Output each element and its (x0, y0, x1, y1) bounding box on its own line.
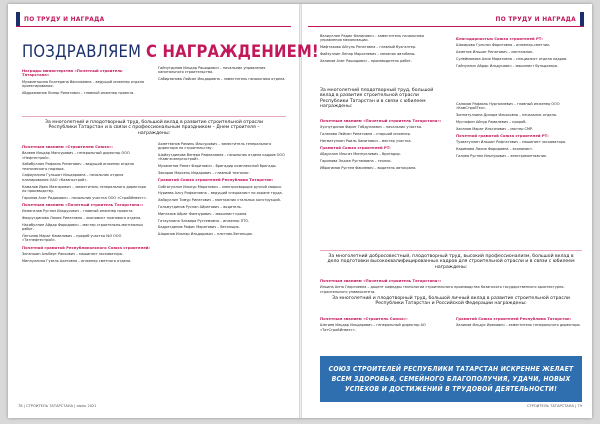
left-col-a (22, 142, 150, 265)
award-item: Шайхутдинова Венера Рафаэловна – начальник отдела кадров ООО «Камгэсэнергострой». (158, 153, 285, 162)
award-item: Ибрагимов Рустем Фаилевич – водитель автокрана. (320, 166, 417, 171)
award-item: Галиев Рустем Ильнурович – электромонтажник. (456, 153, 548, 158)
magazine-spread (8, 4, 592, 418)
intro-text: За многолетний и плодотворный труд, большой вклад в развитие строительной отрасли Республики Татарстан и в связи с профессиональным праздником – Днем строителя – награждены: (45, 120, 263, 136)
award-item: Ильина Анна Георгиевна – доцент кафедры технологии строительного производства Казанского государственного архитектурно-строительного университета. (320, 285, 565, 294)
section-title: Почетным званием «Строителем Союза»: (22, 144, 113, 149)
section-title: Почетным званием «Почетный строитель Татарстана»: (320, 118, 442, 123)
section-title: Грамотой Союза строителей Республики Татарстан: (158, 177, 274, 183)
award-item: Фахрутдинова Лилия Ринатовна – экономист планового отдела. (22, 216, 142, 221)
award-item: Гайнуллин Айдар Ильдусович – машинист бульдозера. (456, 63, 558, 68)
page-headline (22, 42, 319, 61)
section-title: Благодарностью Союза строителей РТ: (456, 36, 543, 41)
header-rule-left (16, 26, 291, 27)
award-item: Бадретдинов Рафис Маратович – бетонщик. (158, 225, 240, 230)
award-item: Хасанов Марат Ильгизович – мастер СМР. (456, 126, 534, 131)
right-federal-list-b (456, 314, 582, 330)
award-item: Закиров Марсель Илдарович – главный технолог. (158, 170, 251, 175)
left-col-b-top (158, 66, 286, 84)
left-col-b (158, 142, 286, 239)
award-item: Мухаметов Ринат Фаритович – бригадир комплексной бригады. (158, 164, 277, 169)
header-rule-right (308, 26, 584, 27)
divider (320, 250, 582, 251)
headline-part1: ПОЗДРАВЛЯЕМ (22, 42, 147, 61)
award-item: Зиганшин Альберт Раисович – машинист экскаватора. (22, 251, 124, 256)
rubric-right: ПО ТРУДУ И НАГРАДА (496, 12, 584, 26)
award-item: Гайнутдинов Ильдар Рашидович – начальник управления капитального строительства. (158, 66, 266, 75)
award-item: Ахметов Ильшат Ринатович – монтажник. (456, 50, 534, 55)
award-item: Валиуллин Радик Фанисович – заместитель начальника управления механизации. (320, 34, 425, 43)
award-item: Тухватуллин Ильшат Рифгатович – машинист экскаватора. (456, 140, 567, 145)
award-item: Шагиев Ильдар Ильдарович – генеральный директор АО «ТатСтройИнвест». (320, 323, 426, 332)
award-item: Каримова Лилия Фаридовна – экономист. (456, 147, 534, 152)
right-col-c (320, 116, 444, 173)
award-item: Гилязова Лейсан Ринатовна – старший инженер. (320, 132, 411, 137)
award-item: Гарипов Азат Радикович – начальник участка ООО «СтройИнвест». (22, 195, 147, 200)
left-col-a-top (22, 66, 150, 97)
right-education-list (320, 276, 582, 296)
award-item: Ахметзянов Рамиль Ильсурович – заместитель генерального директора по строительству. (158, 142, 272, 151)
award-item: Нуриева Алсу Рифкатовна – ведущий специалист по охране труда. (158, 191, 283, 196)
section-title: Почетным званием «Почетный строитель Татарстана»: (320, 278, 442, 283)
section-title: Грамотой Союза строителей Республики Татарстан: (456, 316, 572, 321)
section-title: Грамотой Союза строителей РТ: (320, 145, 391, 151)
rubric-left: ПО ТРУДУ И НАГРАДА (16, 12, 104, 26)
section-title: Награды министерства «Почетный строитель Татарстана» (22, 68, 123, 78)
award-item: Камалов Ирек Мазгарович – заместитель генерального директора по производству. (22, 184, 146, 193)
award-item: Хабибуллин Рафаэль Ринатович – ведущий инженер отдела технического надзора. (22, 162, 134, 171)
award-item: Насибуллин Айдар Фаридович – мастер строительно-монтажных работ. (22, 222, 144, 232)
intro-text-federal: За многолетний и плодотворный труд, большой личный вклад в развитие строительной отрасли Республики Татарстан и Российской Федерации награждены: (332, 296, 570, 307)
folio-left: 78 | СТРОИТЕЛЬ ТАТАРСТАНА | июль 2021 (18, 404, 97, 408)
award-item: Абдуллин Ильгиз Миннуллович – бригадир. (320, 152, 401, 157)
award-item: Халиков Ильдус Ирекович – заместитель генерального директора. (456, 323, 581, 328)
award-item: Гарипова Эндже Рустамовна – техник. (320, 159, 392, 164)
congratulation-banner (320, 356, 582, 402)
section-title: Почетной грамотой Союза строителей РТ: (456, 132, 549, 138)
banner-text: СОЮЗ СТРОИТЕЛЕЙ РЕСПУБЛИКИ ТАТАРСТАН ИСКРЕННЕ ЖЕЛАЕТ ВСЕМ ЗДОРОВЬЯ, СЕМЕЙНОГО БЛАГОПОЛУЧИЯ, УДАЧИ, НОВЫХ УСПЕХОВ И ДОСТИЖЕНИЙ В ТРУДОВОЙ ДЕЯТЕЛЬНОСТИ! (328, 365, 574, 393)
divider (22, 116, 286, 117)
award-item: Шарипов Ильнар Ильдарович – плотник-бетонщик. (158, 232, 254, 237)
award-item: Латыпов Марат Камилович – прораб участка №3 ООО «Татнефтестрой». (22, 233, 122, 243)
section-title: Почетным званием «Строитель Союза»: (320, 316, 408, 321)
award-item: Салахов Рафаэль Нургалиевич – главный инженер ООО «КамСтройТех». (456, 102, 560, 111)
intro-text-education: За многолетний добросовестный, плодотворный труд, высокий профессионализм, большой вклад в дело подготовки высококвалифицированных кадров для строительной отрасли и в связи с юбилеем награждены: (327, 254, 575, 270)
page-gutter (299, 4, 302, 418)
section-title: Почетным званием «Почетный строитель Татарстана»: (22, 201, 144, 207)
award-item: Сулейманова Алия Маратовна – специалист отдела кадров. (456, 56, 568, 61)
award-item: Миннуллина Гузель Ахатовна – инженер сметного отдела. (22, 258, 132, 263)
right-federal-list-a (320, 314, 444, 334)
award-item: Сибгатуллин Ильнур Маратович – электросварщик ручной сварки. (158, 184, 282, 189)
right-col-d (456, 102, 582, 161)
award-item: Исмагилов Рустем Ильдусович – главный инженер проекта. (22, 209, 134, 214)
award-item: Нигматуллин Раиль Хамитович – мастер участка. (320, 138, 412, 143)
award-item: Хуснутдинов Фарит Габдуллович – начальник участка. (320, 125, 423, 130)
award-item: Мухаметшина Екатерина Васильевна – ведущий инженер отдела проектирования. (22, 79, 144, 88)
award-item: Хайруллин Тимур Ринатович – монтажник стальных конструкций. (158, 198, 281, 203)
award-item: Зиннатуллина Диляра Ильясовна – начальник отдела. (456, 113, 558, 118)
award-item: Сафиуллина Гульшат Ильдаровна – начальник отдела планирования ОАО «Казаньстрой». (22, 173, 124, 182)
headline-part2: С НАГРАЖДЕНИЕМ! (146, 42, 319, 61)
award-item: Файзуллин Ленар Марселевич – механик автобазы. (320, 51, 416, 56)
award-item: Мингазов Айрат Фаннурович – машинист крана. (158, 211, 248, 216)
award-item: Валеев Ильдар Мансурович – генеральный директор ООО «Нефтестрой». (22, 151, 130, 160)
section-title: Почетной грамотой Республиканского Союза строителей: (22, 244, 150, 250)
award-item: Гатауллина Эльвира Рустемовна – инженер ПТО. (158, 218, 250, 223)
award-item: Гильмутдинов Руслан Айратович – водитель. (158, 204, 242, 209)
right-col-d-top (456, 34, 582, 70)
intro-text-jubilee: За многолетний плодотворный труд, большой вклад в развитие строительной отрасли Республики Татарстан и в связи с юбилеем награждены: (320, 88, 434, 110)
right-col-c-top (320, 34, 444, 65)
award-item: Мифтахова Айгуль Ренатовна – главный бухгалтер. (320, 45, 417, 50)
award-item: Халиков Азат Рашидович – производитель работ. (320, 58, 412, 63)
folio-right: СТРОИТЕЛЬ ТАТАРСТАНА | 79 (526, 404, 582, 408)
award-item: Сабирзянова Ляйсан Ильдаровна – заместитель начальника отдела. (158, 77, 286, 82)
award-item: Абдрахманов Линар Ринатович – главный инженер проекта. (22, 90, 135, 95)
award-item: Мустафин Айнур Рамилевич – прораб. (456, 119, 527, 124)
award-item: Шакирова Гульназ Фаритовна – инженер-сметчик. (456, 43, 551, 48)
